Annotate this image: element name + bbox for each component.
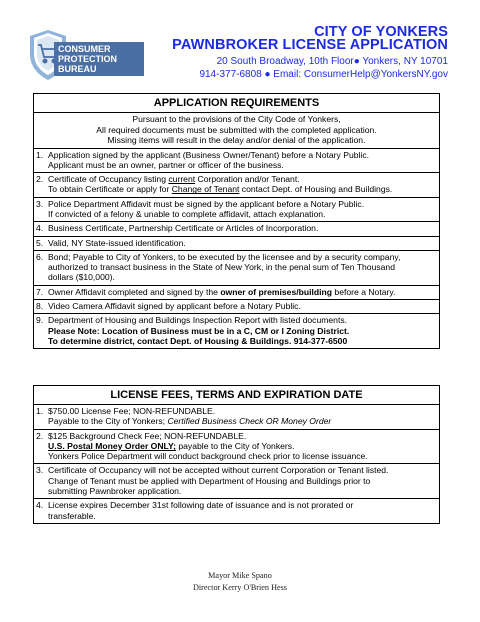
fee-item: 4. License expires December 31st following date of issuance and is not prorated or transferable.	[36, 500, 354, 521]
footer	[0, 570, 480, 594]
svg-text:PROTECTION: PROTECTION	[58, 54, 118, 64]
requirement-item: 5. Valid, NY State-issued identification.	[34, 237, 439, 251]
director-name: Director Kerry O'Brien Hess	[192, 583, 287, 592]
svg-text:BUREAU: BUREAU	[58, 64, 97, 74]
requirements-intro: Pursuant to the provisions of the City Code of Yonkers, All required documents must be submitted with the completed application. Missing items will result in the delay and/or denial of the application.	[34, 113, 439, 149]
requirement-item: 9. Department of Housing and Buildings Inspection Report with listed documents. Please Note: Location of Business must be in a C, CM or I Zoning District. To determine district, contact Dept. of Housing & Buildings. 914-377-6500	[36, 315, 350, 346]
application-requirements-section	[33, 93, 440, 349]
application-title: PAWNBROKER LICENSE APPLICATION	[172, 37, 448, 53]
letterhead	[172, 26, 448, 81]
requirement-item: 4. Business Certificate, Partnership Certificate or Articles of Incorporation.	[34, 222, 439, 236]
city-title: CITY OF YONKERS	[314, 24, 448, 40]
requirement-item: 2. Certificate of Occupancy listing current Corporation and/or Tenant. To obtain Certificate or apply for Change of Tenant contact Dept. of Housing and Buildings.	[34, 173, 439, 198]
requirement-item: 7. Owner Affidavit completed and signed by the owner of premises/building before a Notary.	[34, 286, 439, 300]
mayor-name: Mayor Mike Spano	[208, 571, 272, 580]
requirement-item: 6. Bond; Payable to City of Yonkers, to be executed by the licensee and by a security company, authorized to transact business in the State of New York, in the penal sum of Ten Thousand dollars ($10,000).	[34, 251, 439, 286]
requirement-item: 8. Video Camera Affidavit signed by applicant before a Notary Public.	[34, 300, 439, 314]
svg-text:CONSUMER: CONSUMER	[58, 44, 111, 54]
section-title: LICENSE FEES, TERMS AND EXPIRATION DATE	[34, 386, 439, 405]
fee-item: 2. $125 Background Check Fee; NON-REFUNDABLE. U.S. Postal Money Order ONLY; payable to the City of Yonkers. Yonkers Police Department will conduct background check prior to license issuance.	[34, 430, 439, 465]
license-fees-section	[33, 385, 440, 524]
requirement-item: 1. Application signed by the applicant (Business Owner/Tenant) before a Notary Public. Applicant must be an owner, partner or officer of the business.	[34, 149, 439, 174]
contact-info: 914-377-6808 ● Email: ConsumerHelp@YonkersNY.gov	[199, 68, 448, 80]
fee-item: 1. $750.00 License Fee; NON-REFUNDABLE. Payable to the City of Yonkers; Certified Business Check OR Money Order	[34, 405, 439, 430]
section-title: APPLICATION REQUIREMENTS	[34, 94, 439, 113]
requirement-item: 3. Police Department Affidavit must be signed by the applicant before a Notary Public. If convicted of a felony & unable to complete affidavit, attach explanation.	[34, 198, 439, 223]
office-address: 20 South Broadway, 10th Floor● Yonkers, NY 10701	[216, 56, 448, 67]
consumer-protection-bureau-logo	[26, 28, 144, 82]
fee-item: 3. Certificate of Occupancy will not be accepted without current Corporation or Tenant listed. Change of Tenant must be applied with Department of Housing and Buildings prior to submitting Pawnbroker application.	[34, 464, 439, 499]
